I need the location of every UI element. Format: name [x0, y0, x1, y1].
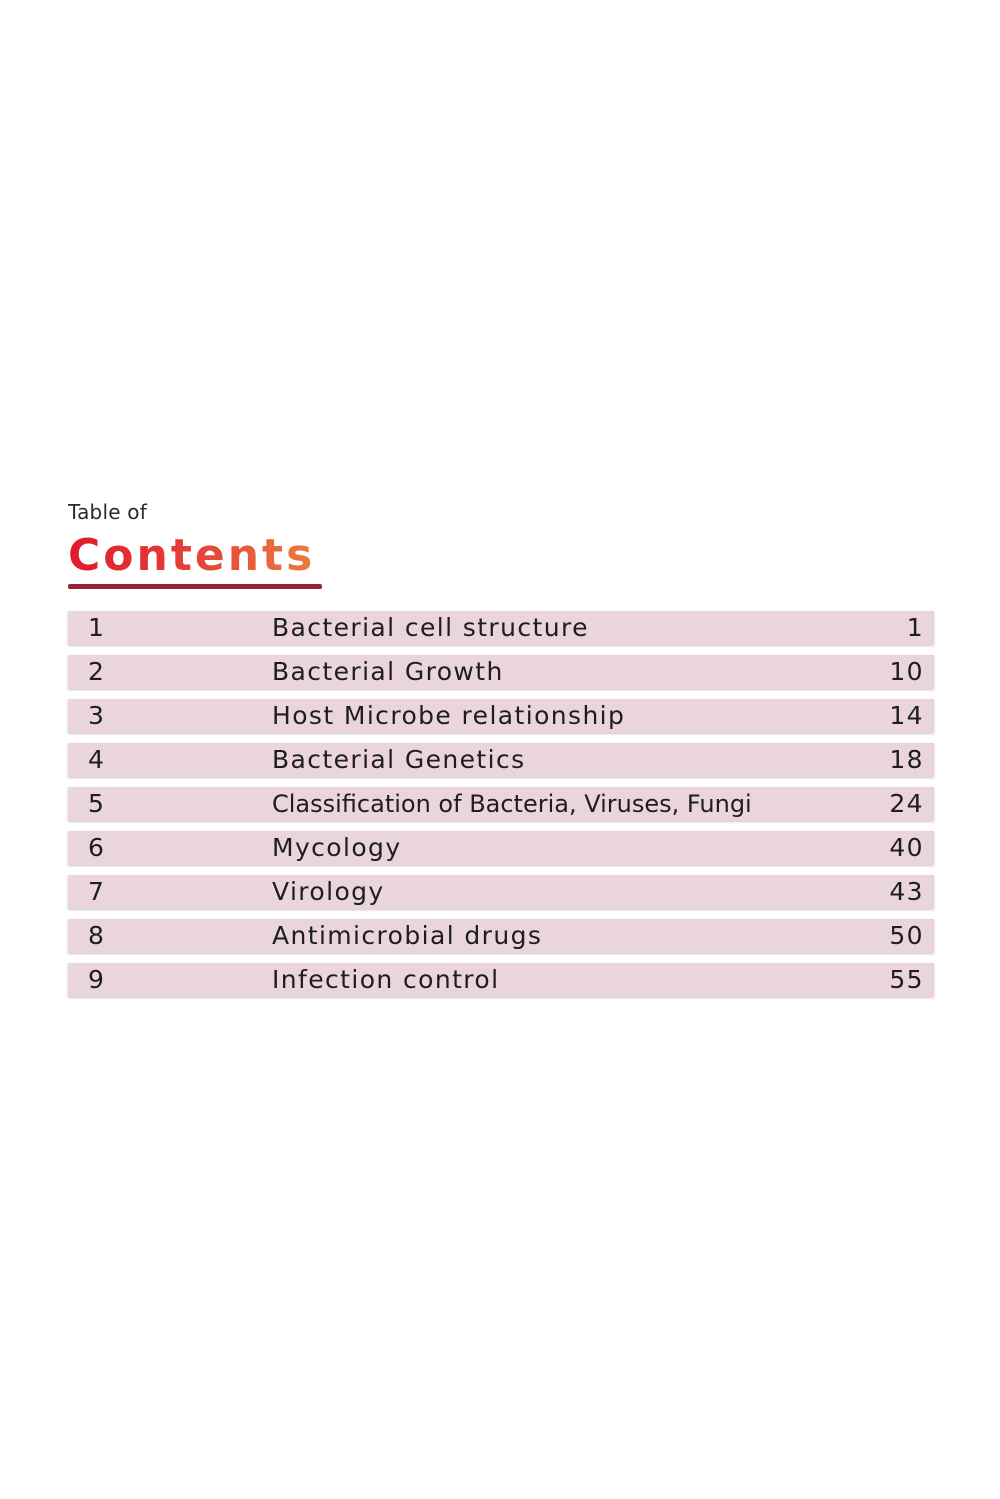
toc-row[interactable]	[68, 963, 934, 997]
page-number: 50	[889, 921, 924, 950]
page-number: 24	[889, 789, 924, 818]
chapter-number: 5	[88, 789, 106, 818]
toc-title: Contents	[68, 530, 322, 582]
chapter-number: 8	[88, 921, 106, 950]
table-of-contents	[68, 498, 934, 1007]
page-number: 55	[889, 965, 924, 994]
chapter-number: 9	[88, 965, 106, 994]
toc-row[interactable]	[68, 831, 934, 865]
chapter-title: Bacterial cell structure	[272, 613, 589, 642]
page-number: 43	[889, 877, 924, 906]
page-number: 40	[889, 833, 924, 862]
chapter-title: Virology	[272, 877, 385, 906]
chapter-title: Bacterial Growth	[272, 657, 504, 686]
page-number: 14	[889, 701, 924, 730]
toc-row[interactable]	[68, 787, 934, 821]
toc-title-block	[68, 530, 322, 589]
chapter-number: 4	[88, 745, 106, 774]
toc-row[interactable]	[68, 919, 934, 953]
chapter-title: Classification of Bacteria, Viruses, Fungi	[272, 790, 752, 818]
page-number: 1	[906, 613, 924, 642]
chapter-number: 7	[88, 877, 106, 906]
chapter-number: 6	[88, 833, 106, 862]
toc-kicker: Table of	[68, 500, 147, 524]
page-number: 10	[889, 657, 924, 686]
chapter-title: Infection control	[272, 965, 500, 994]
chapter-title: Host Microbe relationship	[272, 701, 626, 730]
chapter-number: 2	[88, 657, 106, 686]
chapter-number: 3	[88, 701, 106, 730]
toc-list	[68, 611, 934, 997]
chapter-number: 1	[88, 613, 106, 642]
toc-row[interactable]	[68, 743, 934, 777]
title-underline	[68, 584, 322, 589]
toc-row[interactable]	[68, 875, 934, 909]
page-number: 18	[889, 745, 924, 774]
toc-row[interactable]	[68, 655, 934, 689]
chapter-title: Antimicrobial drugs	[272, 921, 543, 950]
chapter-title: Mycology	[272, 833, 402, 862]
toc-row[interactable]	[68, 699, 934, 733]
toc-row[interactable]	[68, 611, 934, 645]
chapter-title: Bacterial Genetics	[272, 745, 526, 774]
